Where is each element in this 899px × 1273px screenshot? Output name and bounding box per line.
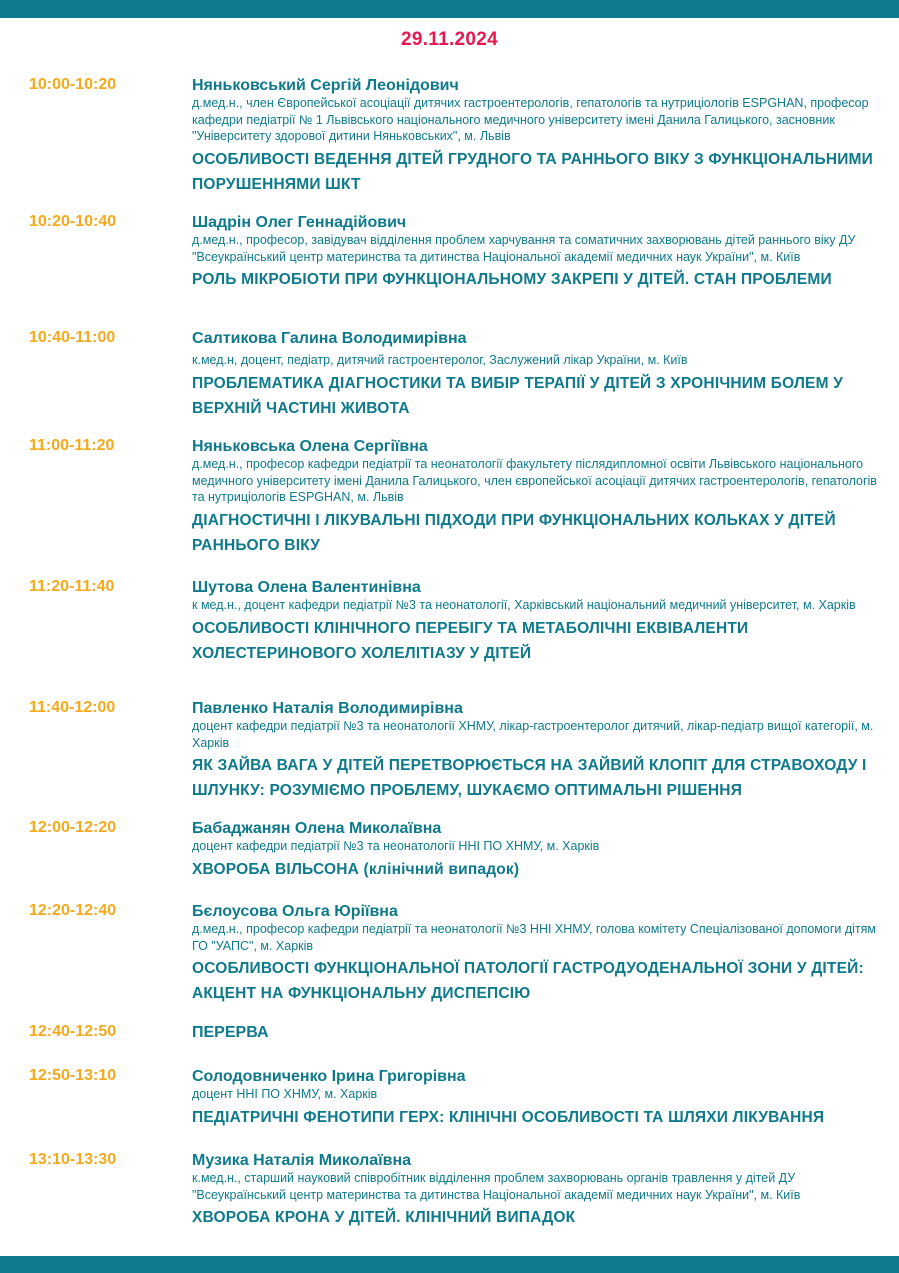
speaker-name: Павленко Наталія Володимирівна: [192, 700, 463, 717]
speaker-credentials: д.мед.н., професор кафедри педіатрії та неонатології факультету післядипломної освіти Львівського національного медичного університету імені Данила Галицького, член європейської асоціації дитячих гастроентерологів, гепатологів та нутриціологів ESPGHAN, м. Львів: [192, 457, 877, 504]
session-time: 11:40-12:00: [29, 699, 116, 716]
session-time: 12:50-13:10: [29, 1067, 117, 1084]
session-time: 10:00-10:20: [29, 76, 117, 93]
speaker-name: Няньковська Олена Сергіївна: [192, 438, 428, 455]
speaker-credentials: д.мед.н., член Європейської асоціації дитячих гастроентерологів, гепатологів та нутриціологів ESPGHAN, професор кафедри педіатрії № 1 Львівського національного медичного університету імені Данила Галицького, засновник "Університету здорової дитини Няньковських", м. Львів: [192, 96, 869, 143]
speaker-credentials: к.мед.н, доцент, педіатр, дитячий гастроентеролог, Заслужений лікар України, м. Київ: [192, 353, 688, 367]
speaker-name: Няньковський Сергій Леонідович: [192, 77, 459, 94]
talk-title: ПРОБЛЕМАТИКА ДІАГНОСТИКИ ТА ВИБІР ТЕРАПІЇ У ДІТЕЙ З ХРОНІЧНИМ БОЛЕМ У ВЕРХНІЙ ЧАСТИНІ ЖИВОТА: [192, 374, 844, 417]
session-time: 10:40-11:00: [29, 329, 116, 346]
speaker-name: Шутова Олена Валентинівна: [192, 579, 421, 596]
talk-title: ОСОБЛИВОСТІ ВЕДЕННЯ ДІТЕЙ ГРУДНОГО ТА РАННЬОГО ВІКУ З ФУНКЦІОНАЛЬНИМИ ПОРУШЕННЯМИ ШКТ: [192, 150, 874, 193]
speaker-name: Шадрін Олег Геннадійович: [192, 214, 407, 231]
talk-title: РОЛЬ МІКРОБІОТИ ПРИ ФУНКЦІОНАЛЬНОМУ ЗАКРЕПІ У ДІТЕЙ. СТАН ПРОБЛЕМИ: [192, 271, 832, 288]
talk-title: ХВОРОБА ВІЛЬСОНА (клінічний випадок): [192, 860, 520, 878]
session-time: 12:20-12:40: [29, 902, 117, 919]
speaker-credentials: к мед.н., доцент кафедри педіатрії №3 та неонатології, Харківський національний медичний університет, м. Харків: [192, 598, 856, 612]
program-date: 29.11.2024: [400, 29, 499, 50]
speaker-credentials: д.мед.н., професор, завідувач відділення проблем харчування та соматичних захворювань дітей раннього віку ДУ "Всеукраїнський центр материнства та дитинства Національної академії медичних наук України", м. Київ: [192, 233, 856, 264]
speaker-name: Музика Наталія Миколаївна: [192, 1152, 412, 1169]
speaker-name: Бабаджанян Олена Миколаївна: [192, 820, 442, 837]
session-time: 11:00-11:20: [29, 437, 115, 454]
session-time: 11:20-11:40: [29, 578, 115, 595]
session-time: 12:40-12:50: [29, 1023, 117, 1040]
talk-title: ОСОБЛИВОСТІ КЛІНІЧНОГО ПЕРЕБІГУ ТА МЕТАБОЛІЧНІ ЕКВІВАЛЕНТИ ХОЛЕСТЕРИНОВОГО ХОЛЕЛІТІАЗУ У ДІТЕЙ: [192, 619, 749, 662]
session-time: 12:00-12:20: [29, 819, 117, 836]
talk-title: ДІАГНОСТИЧНІ І ЛІКУВАЛЬНІ ПІДХОДИ ПРИ ФУНКЦІОНАЛЬНИХ КОЛЬКАХ У ДІТЕЙ РАННЬОГО ВІКУ: [192, 511, 836, 554]
bottom-banner-bar: [0, 1256, 899, 1273]
talk-title: ЯК ЗАЙВА ВАГА У ДІТЕЙ ПЕРЕТВОРЮЄТЬСЯ НА ЗАЙВИЙ КЛОПІТ ДЛЯ СТРАВОХОДУ І ШЛУНКУ: РОЗУМІЄМО ПРОБЛЕМУ, ШУКАЄМО ОПТИМАЛЬНІ РІШЕННЯ: [192, 757, 867, 799]
speaker-credentials: доцент ННІ ПО ХНМУ, м. Харків: [192, 1087, 378, 1101]
speaker-credentials: к.мед.н., старший науковий співробітник відділення проблем захворювань органів травлення у дітей ДУ "Всеукраїнський центр материнства та дитинства Національної академії медичних наук України", м. Київ: [192, 1171, 801, 1202]
speaker-credentials: доцент кафедри педіатрії №3 та неонатології ННІ ПО ХНМУ, м. Харків: [192, 839, 600, 853]
speaker-name: Солодовниченко Ірина Григорівна: [192, 1068, 466, 1085]
session-time: 10:20-10:40: [29, 213, 117, 230]
speaker-credentials: д.мед.н., професор кафедри педіатрії та неонатології №3 ННІ ХНМУ, голова комітету Спеціалізованої допомоги дітям ГО "УАПС", м. Харків: [192, 922, 877, 953]
speaker-name: Салтикова Галина Володимирівна: [192, 330, 467, 347]
break-label: ПЕРЕРВА: [192, 1024, 269, 1041]
speaker-credentials: доцент кафедри педіатрії №3 та неонатології ХНМУ, лікар-гастроентеролог дитячий, лікар-педіатр вищої категорії, м. Харків: [192, 719, 874, 750]
talk-title: ХВОРОБА КРОНА У ДІТЕЙ. КЛІНІЧНИЙ ВИПАДОК: [192, 1209, 576, 1226]
talk-title: ОСОБЛИВОСТІ ФУНКЦІОНАЛЬНОЇ ПАТОЛОГІЇ ГАСТРОДУОДЕНАЛЬНОЇ ЗОНИ У ДІТЕЙ: АКЦЕНТ НА ФУНКЦІОНАЛЬНУ ДИСПЕПСІЮ: [192, 960, 864, 1002]
top-banner-bar: [0, 0, 899, 18]
talk-title: ПЕДІАТРИЧНІ ФЕНОТИПИ ГЕРХ: КЛІНІЧНІ ОСОБЛИВОСТІ ТА ШЛЯХИ ЛІКУВАННЯ: [192, 1108, 825, 1126]
speaker-name: Бєлоусова Ольга Юріївна: [192, 903, 398, 920]
session-time: 13:10-13:30: [29, 1151, 117, 1168]
